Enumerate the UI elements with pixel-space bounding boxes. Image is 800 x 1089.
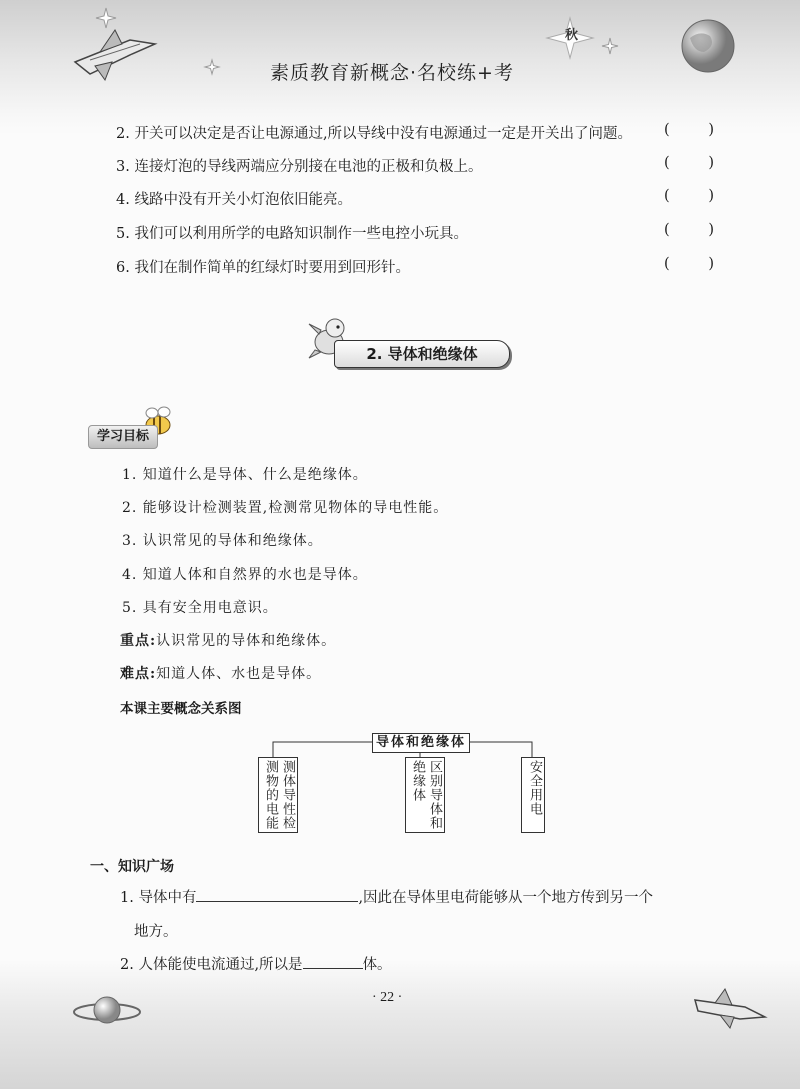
answer-parentheses: ( ) xyxy=(664,256,714,272)
difficult-point: 难点:知道人体、水也是导体。 xyxy=(120,666,322,682)
concept-branch-text: 检测物的电能 xyxy=(263,760,295,830)
judge-item: 5. 我们可以利用所学的电路知识制作一些电控小玩具。 xyxy=(116,226,468,242)
objective-item: 5. 具有安全用电意识。 xyxy=(122,600,278,616)
fill-question-2: 2. 人体能使电流通过,所以是 体。 xyxy=(120,953,392,974)
objectives-tag: 学习目标 xyxy=(88,425,158,449)
objective-item: 3. 认识常见的导体和绝缘体。 xyxy=(122,533,323,549)
concept-branch-box xyxy=(405,757,445,833)
judge-item: 6. 我们在制作简单的红绿灯时要用到回形针。 xyxy=(116,260,410,276)
judge-item: 3. 连接灯泡的导线两端应分别接在电池的正极和负极上。 xyxy=(116,159,483,175)
concept-branch-distinguish xyxy=(405,757,445,833)
concept-branch-text: 测体导性 xyxy=(280,760,295,816)
answer-blank[interactable] xyxy=(303,954,363,969)
concept-branch-box xyxy=(258,757,298,833)
saturn-planet-icon xyxy=(72,990,142,1030)
key-point: 重点:认识常见的导体和绝缘体。 xyxy=(120,633,337,649)
concept-branch-safety xyxy=(521,757,545,833)
season-badge: 秋 xyxy=(565,28,579,43)
space-shuttle-icon xyxy=(690,985,770,1030)
answer-parentheses: ( ) xyxy=(664,188,714,204)
concept-map-heading: 本课主要概念关系图 xyxy=(120,701,242,717)
concept-branch-text: 和绝缘体 xyxy=(410,760,442,830)
objective-item: 4. 知道人体和自然界的水也是导体。 xyxy=(122,567,368,583)
concept-branch-box xyxy=(521,757,545,833)
judge-item: 2. 开关可以决定是否让电源通过,所以导线中没有电源通过一定是开关出了问题。 xyxy=(116,126,633,142)
lesson-title-banner: 2. 导体和绝缘体 xyxy=(334,340,510,368)
section-heading: 一、知识广场 xyxy=(90,859,174,875)
answer-parentheses: ( ) xyxy=(664,155,714,171)
concept-branch-test xyxy=(258,757,298,833)
objective-item: 2. 能够设计检测装置,检测常见物体的导电性能。 xyxy=(122,500,449,516)
concept-branch-text: 安全用电 xyxy=(527,760,542,816)
judge-item: 4. 线路中没有开关小灯泡依旧能亮。 xyxy=(116,192,352,208)
fill-question-1-continued: 地方。 xyxy=(134,924,178,940)
answer-parentheses: ( ) xyxy=(664,122,714,138)
fill-question-1: 1. 导体中有 ,因此在导体里电荷能够从一个地方传到另一个 xyxy=(120,886,653,907)
series-title: 素质教育新概念·名校练+考 xyxy=(270,62,514,84)
concept-branch-text: 区别导体 xyxy=(427,760,442,816)
objective-item: 1. 知道什么是导体、什么是绝缘体。 xyxy=(122,467,368,483)
answer-parentheses: ( ) xyxy=(664,222,714,238)
answer-blank[interactable] xyxy=(196,887,358,902)
page-number: · 22 · xyxy=(372,990,403,1005)
concept-root: 导体和绝缘体 xyxy=(372,733,470,753)
